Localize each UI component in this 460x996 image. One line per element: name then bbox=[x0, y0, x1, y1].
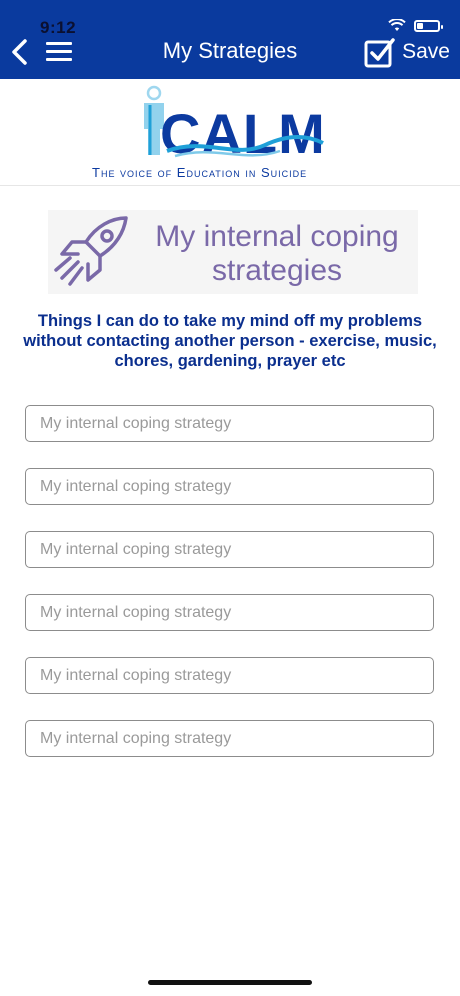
navigation-bar bbox=[0, 0, 460, 79]
save-label: Save bbox=[402, 40, 450, 63]
section-description: Things I can do to take my mind off my problems without contacting another person - exercise, music, chores, gardening, prayer etc bbox=[23, 312, 437, 370]
coping-strategy-input-1[interactable] bbox=[25, 405, 434, 442]
banner-title: My internal coping strategies bbox=[155, 220, 399, 287]
logo-tagline: The voice of Education in Suicide bbox=[92, 165, 308, 180]
calm-swoosh-icon bbox=[165, 129, 325, 159]
save-button[interactable] bbox=[364, 36, 450, 68]
status-icons bbox=[388, 19, 440, 33]
battery-icon bbox=[414, 20, 440, 32]
home-indicator[interactable] bbox=[148, 980, 312, 985]
coping-strategy-input-2[interactable] bbox=[25, 468, 434, 505]
section-banner bbox=[48, 210, 418, 294]
coping-strategy-input-6[interactable] bbox=[25, 720, 434, 757]
rocket-icon bbox=[52, 214, 136, 290]
coping-strategy-input-4[interactable] bbox=[25, 594, 434, 631]
wifi-icon bbox=[388, 19, 406, 33]
page-title: My Strategies bbox=[162, 38, 298, 63]
coping-strategy-input-5[interactable] bbox=[25, 657, 434, 694]
logo-header bbox=[0, 79, 460, 186]
status-time: 9:12 bbox=[40, 18, 77, 37]
calm-logo-text: CALM bbox=[160, 102, 326, 165]
coping-strategy-input-3[interactable] bbox=[25, 531, 434, 568]
checkbox-check-icon bbox=[364, 36, 396, 68]
